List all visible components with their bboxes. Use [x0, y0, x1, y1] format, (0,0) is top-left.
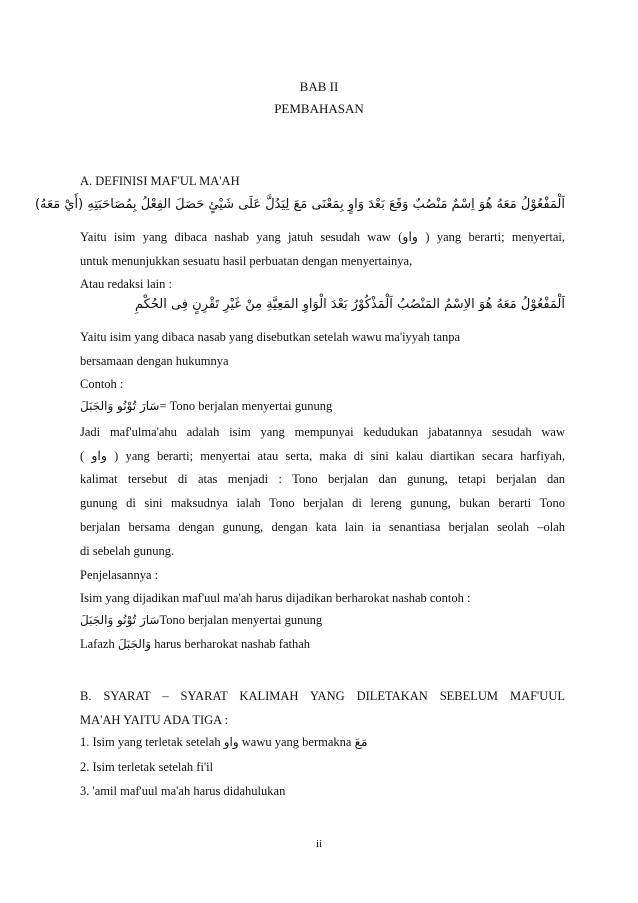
page-number: ii	[315, 838, 323, 850]
section-b-heading-line-2: MA'AH YAITU ADA TIGA :	[80, 713, 229, 727]
list-item-1	[80, 734, 565, 750]
explanation-example-translation: Tono berjalan menyertai gunung	[159, 613, 323, 627]
explanation-example-line	[80, 612, 565, 628]
chapter-label: BAB II	[299, 79, 339, 94]
list-item-2: 2. Isim terletak setelah fi'il	[80, 760, 214, 774]
arabic-alternative-definition: اَلْمَفْعُوْلُ مَعَهُ هُوَ الاِسْمُ المَنْصُبُ اَلْمَذْكُوْرُ بَعْدَ الْوَاوِ المَعِيَّةِ مِنْ غَيْرِ تَقْرِنٍ فِى الحُكْمِ	[135, 297, 565, 312]
example-line	[80, 398, 565, 414]
arabic-definition: اَلْمَفْعُوْلُ مَعَهُ هُوَ اِسْمٌ مَنْصُبٌ وَقَعَ بَعْدَ وَاوٍ بِمَعْنَى مَعَ لِيَدُلَّ عَلَى شَيْئٍ حَصَلَ الفِعْلُ بِمُصَاحَبَتِهِ (أَيْ مَعَهُ)	[34, 197, 565, 212]
example-arabic: سَارَ تُوْنُو وَالجَبَلَ	[80, 399, 160, 413]
lafazh-arabic: وَالجَبَلَ	[117, 637, 152, 651]
list-item-1-waw: واو	[223, 735, 239, 749]
paragraph-3-line-6: di sebelah gunung.	[80, 544, 175, 558]
paragraph-3-line-4: gunung di sini maksudnya ialah Tono berjalan di lereng gunung, bukan berarti Tono	[80, 496, 565, 510]
lafazh-line	[80, 636, 565, 652]
chapter-title: PEMBAHASAN	[274, 101, 364, 116]
paragraph-1-line-2: untuk menunjukkan sesuatu hasil perbuatan dengan menyertainya,	[80, 254, 413, 268]
lafazh-prefix: Lafazh	[80, 637, 118, 651]
explanation-label: Penjelasannya :	[80, 568, 159, 582]
list-item-3: 3. 'amil maf'uul ma'ah harus didahulukan	[80, 784, 286, 798]
paragraph-3-line-3: kalimat tersebut di atas menjadi : Tono berjalan dan gunung, tetapi berjalan dan	[80, 472, 565, 486]
list-item-1-prefix: 1. Isim yang terletak setelah	[80, 735, 224, 749]
list-item-1-ma: مَعَ	[354, 735, 368, 749]
paragraph-3-line-5: berjalan bersama dengan gunung, dengan kata lain ia senantiasa berjalan seolah –olah	[80, 520, 565, 534]
explanation-example-arabic: سَارَ تُوْنُو وَالجَبَلَ	[80, 613, 160, 627]
paragraph-2-line-2: bersamaan dengan hukumnya	[80, 354, 229, 368]
example-label: Contoh :	[80, 377, 124, 391]
alternative-intro: Atau redaksi lain :	[80, 277, 172, 291]
example-translation: = Tono berjalan menyertai gunung	[159, 399, 333, 413]
paragraph-3-line-1: Jadi maf'ulma'ahu adalah isim yang mempunyai kedudukan jabatannya sesudah waw	[80, 425, 565, 439]
paragraph-2-line-1: Yaitu isim yang dibaca nasab yang disebutkan setelah wawu ma'iyyah tanpa	[80, 330, 461, 344]
lafazh-suffix: harus berharokat nashab fathah	[151, 637, 311, 651]
section-a-heading: A. DEFINISI MAF'UL MA'AH	[80, 174, 240, 188]
paragraph-3-line-2: ( واو ) yang berarti; menyertai atau serta, maka di sini kalau diartikan secara harfiyah,	[80, 449, 565, 463]
paragraph-1-line-1: Yaitu isim yang dibaca nashab yang jatuh sesudah waw (واو ) yang berarti; menyertai,	[80, 230, 566, 244]
section-b-heading-line-1: B. SYARAT – SYARAT KALIMAH YANG DILETAKAN SEBELUM MAF'UUL	[80, 689, 565, 703]
list-item-1-middle: wawu yang bermakna	[238, 735, 355, 749]
explanation-line-1: Isim yang dijadikan maf'uul ma'ah harus dijadikan berharokat nashab contoh :	[80, 591, 471, 605]
